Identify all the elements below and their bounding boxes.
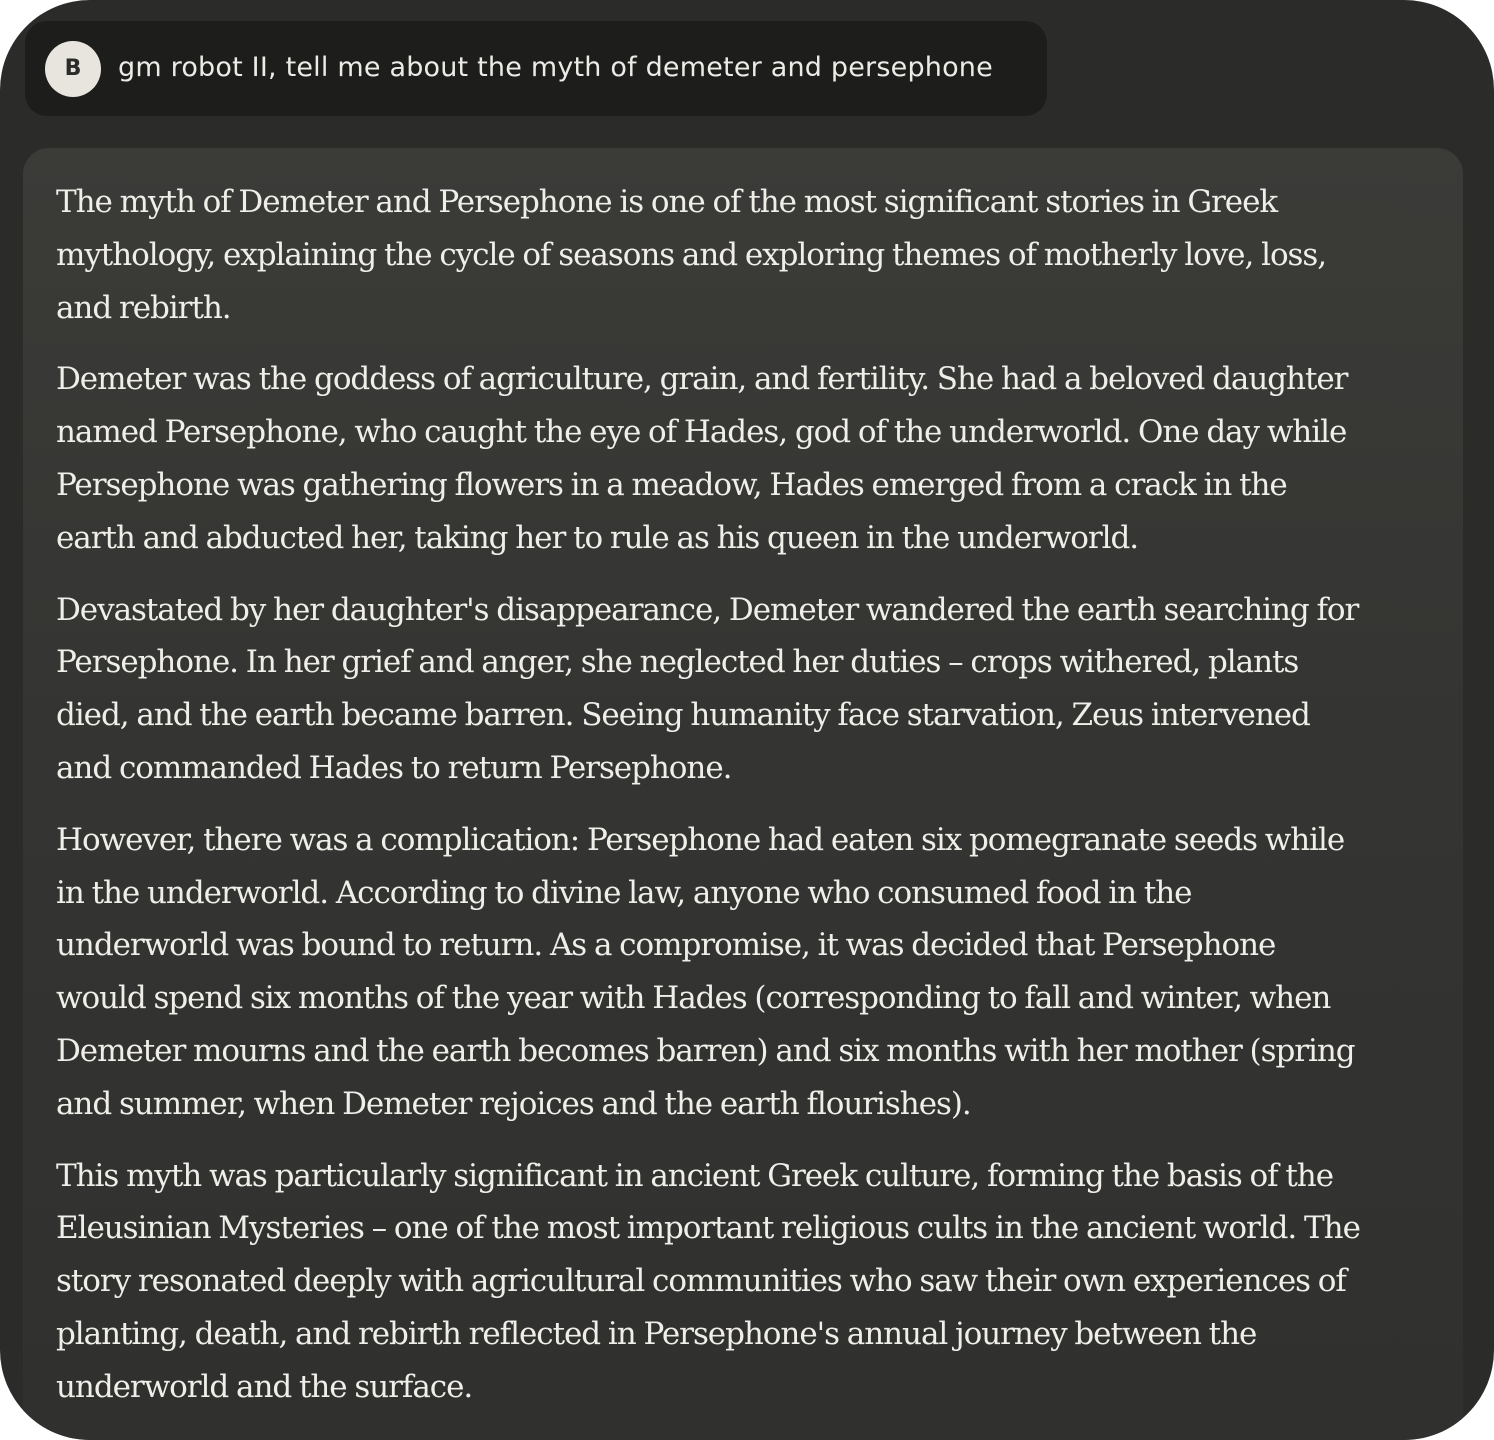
assistant-paragraph: The myth of Demeter and Persephone is one of the most significant stories in Greek mythology, explaining the cycle of seasons and exploring themes of motherly love, loss, and rebirth.	[56, 184, 1327, 326]
user-avatar: B	[45, 41, 101, 97]
user-message	[25, 21, 1047, 116]
assistant-paragraph: Demeter was the goddess of agriculture, grain, and fertility. She had a beloved daughter named Persephone, who caught the eye of Hades, god of the underworld. One day while Persephone was gathering flowers in a meadow, Hades emerged from a crack in the earth and abducted her, taking her to rule as his queen in the underworld.	[56, 361, 1348, 556]
assistant-paragraph: This myth was particularly significant in ancient Greek culture, forming the basis of the Eleusinian Mysteries – one of the most important religious cults in the ancient world. The story resonated deeply with agricultural communities who saw their own experiences of planting, death, and rebirth reflected in Persephone's annual journey between the underworld and the surface.	[56, 1157, 1360, 1405]
assistant-message	[23, 148, 1463, 1440]
assistant-paragraph: However, there was a complication: Persephone had eaten six pomegranate seeds while in the underworld. According to divine law, anyone who consumed food in the underworld was bound to return. As a compromise, it was decided that Persephone would spend six months of the year with Hades (corresponding to fall and winter, when Demeter mourns and the earth becomes barren) and six months with her mother (spring and summer, when Demeter rejoices and the earth flourishes).	[56, 821, 1355, 1122]
user-message-text: gm robot II, tell me about the myth of demeter and persephone	[118, 52, 993, 83]
assistant-paragraph: Devastated by her daughter's disappearance, Demeter wandered the earth searching for Persephone. In her grief and anger, she neglected her duties – crops withered, plants died, and the earth became barren. Seeing humanity face starvation, Zeus intervened and commanded Hades to return Persephone.	[56, 591, 1359, 786]
